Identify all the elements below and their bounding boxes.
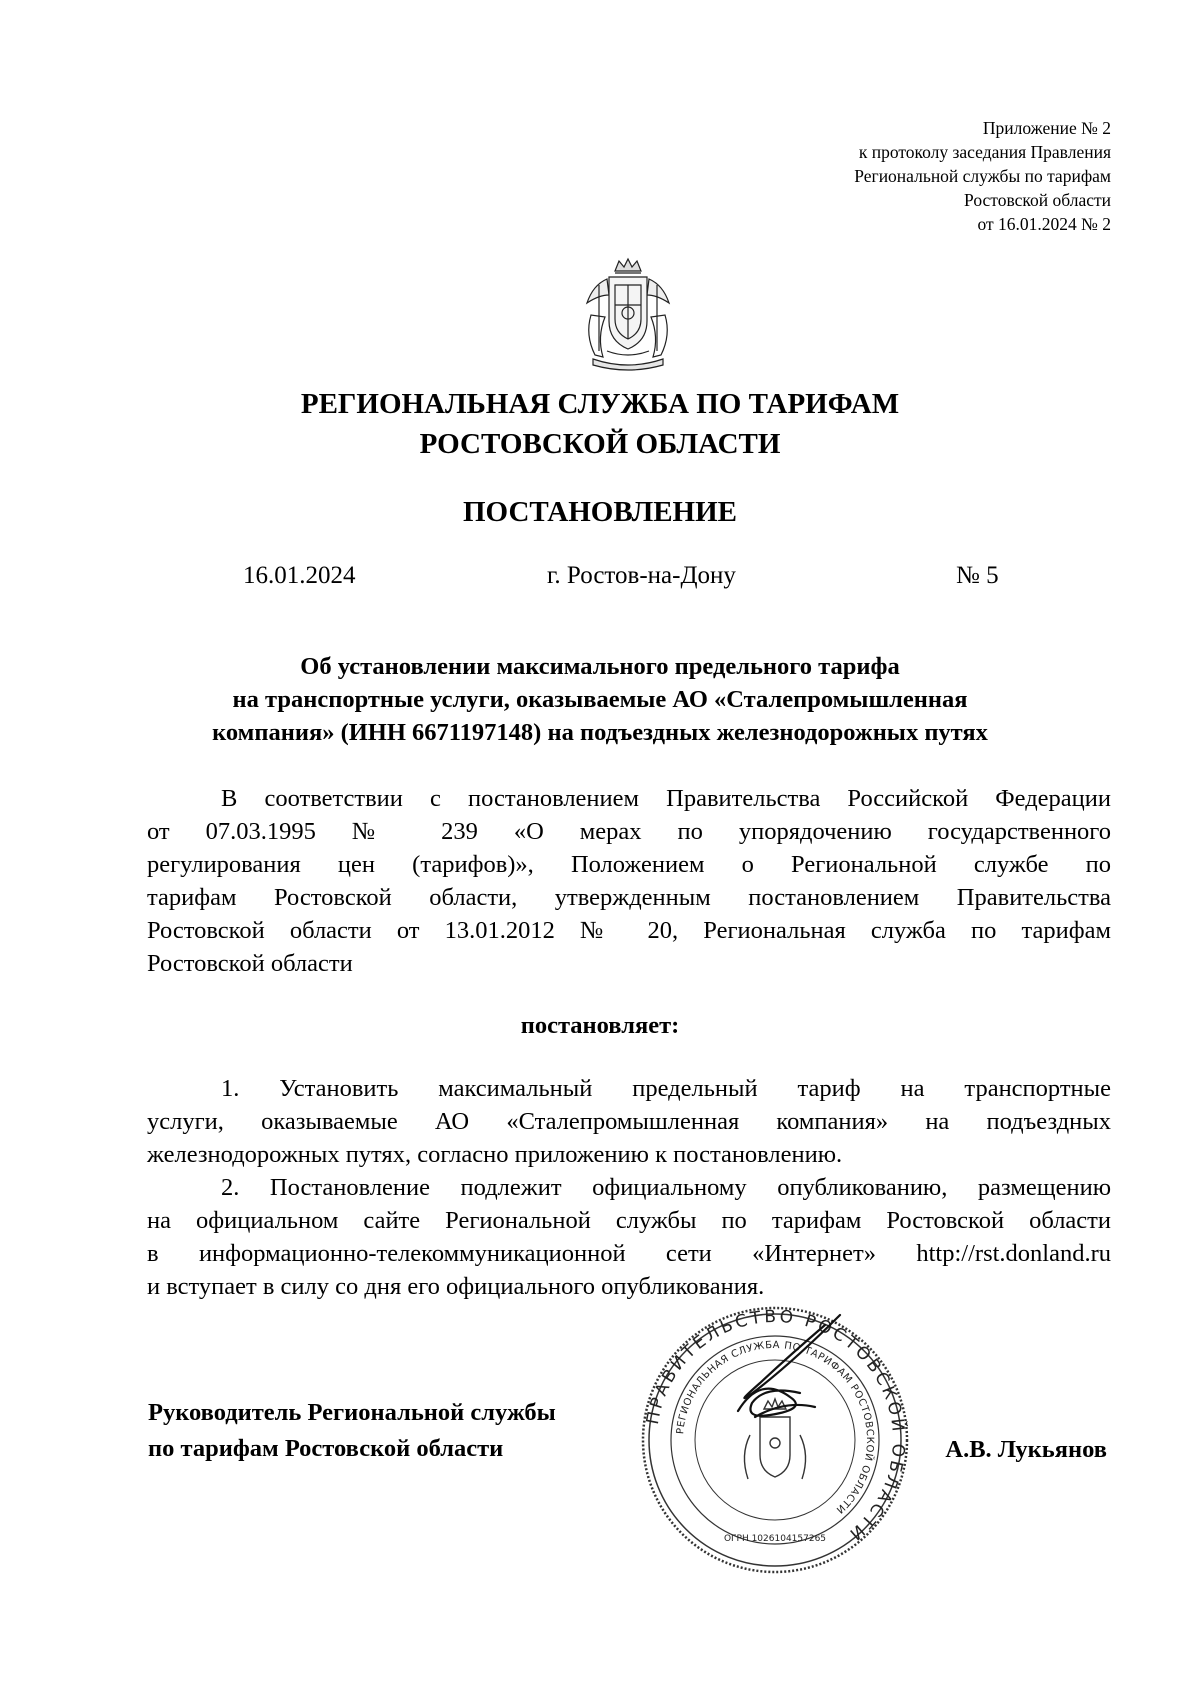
coat-of-arms-icon — [577, 255, 679, 371]
svg-text:РЕГИОНАЛЬНАЯ СЛУЖБА ПО ТАРИФАМ — [675, 1340, 876, 1515]
resolution-items — [147, 1072, 1111, 1303]
annex-line: к протоколу заседания Правления — [858, 142, 1111, 162]
subject-line: компания» (ИНН 6671197148) на подъездных железнодорожных путях — [212, 719, 988, 746]
document-number: № 5 — [956, 562, 999, 589]
org-name-line: РОСТОВСКОЙ ОБЛАСТИ — [419, 428, 781, 460]
preamble-line: тарифам Ростовской области, утвержденным постановлением Правительства — [147, 884, 1111, 911]
org-name-line: РЕГИОНАЛЬНАЯ СЛУЖБА ПО ТАРИФАМ — [300, 388, 900, 420]
preamble-line: В соответствии с постановлением Правительства Российской Федерации — [221, 785, 1111, 812]
resolves-heading: постановляет: — [520, 1012, 680, 1039]
document-city: г. Ростов-на-Дону — [547, 562, 736, 589]
item-line: и вступает в силу со дня его официального опубликования. — [147, 1273, 765, 1300]
signatory-position — [148, 1395, 556, 1467]
stamp-ogrn: ОГРН 1026104157265 — [723, 1534, 827, 1544]
item-line: в информационно-телекоммуникационной сети «Интернет» http://rst.donland.ru — [147, 1240, 1111, 1267]
annex-line: Ростовской области — [964, 190, 1111, 210]
subject-line: Об установлении максимального предельного тарифа — [300, 653, 900, 680]
annex-line: Приложение № 2 — [982, 118, 1111, 138]
item-line: железнодорожных путях, согласно приложению к постановлению. — [147, 1141, 843, 1168]
official-stamp — [640, 1305, 910, 1575]
signatory-position-line: по тарифам Ростовской области — [148, 1435, 504, 1462]
preamble-line: от 07.03.1995 № 239 «О мерах по упорядочению государственного — [147, 818, 1111, 845]
annex-line: Региональной службы по тарифам — [854, 166, 1111, 186]
signatory-name: А.В. Лукьянов — [945, 1436, 1107, 1463]
stamp-outer-text: ПРАВИТЕЛЬСТВО РОСТОВСКОЙ ОБЛАСТИ — [642, 1306, 909, 1546]
stamp-emblem-icon — [744, 1399, 805, 1479]
preamble-paragraph — [147, 782, 1111, 980]
annex-line: от 16.01.2024 № 2 — [977, 214, 1111, 234]
annex-note — [854, 116, 1111, 236]
item-line: услуги, оказываемые АО «Сталепромышленная компания» на подъездных — [147, 1108, 1111, 1135]
preamble-line: регулирования цен (тарифов)», Положением о Региональной службе по — [147, 851, 1111, 878]
item-line: 1. Установить максимальный предельный тариф на транспортные — [221, 1075, 1111, 1102]
item-line: 2. Постановление подлежит официальному опубликованию, размещению — [221, 1174, 1111, 1201]
preamble-line: Ростовской области — [147, 950, 353, 977]
preamble-line: Ростовской области от 13.01.2012 № 20, Региональная служба по тарифам — [147, 917, 1111, 944]
document-subject — [0, 650, 1200, 749]
document-type: ПОСТАНОВЛЕНИЕ — [462, 496, 737, 528]
signatory-position-line: Руководитель Региональной службы — [148, 1399, 556, 1426]
item-line: на официальном сайте Региональной службы по тарифам Ростовской области — [147, 1207, 1111, 1234]
document-date: 16.01.2024 — [243, 562, 356, 589]
stamp-inner-text: РЕГИОНАЛЬНАЯ СЛУЖБА ПО ТАРИФАМ РОСТОВСКОЙ ОБЛАСТИ — [675, 1339, 876, 1516]
subject-line: на транспортные услуги, оказываемые АО «Сталепромышленная — [232, 686, 968, 713]
